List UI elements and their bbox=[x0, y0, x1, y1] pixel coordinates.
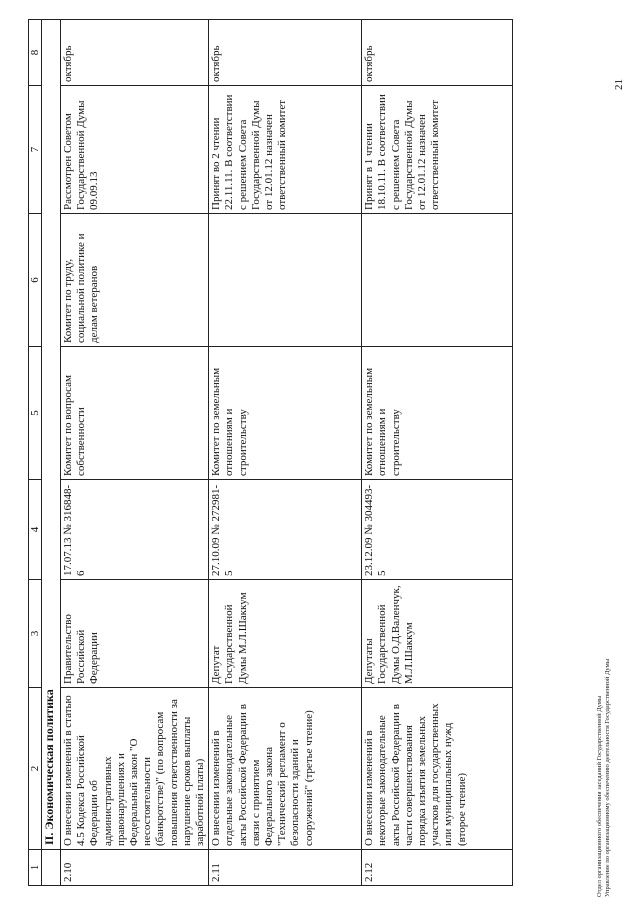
table-row bbox=[61, 20, 209, 886]
bill-date-number: 17.07.13 № 316848-6 bbox=[61, 480, 209, 580]
row-number: 2.11 bbox=[209, 850, 362, 886]
bill-title: О внесении изменений в некоторые законодательные акты Российской Федерации в части совершенствования порядка изъятия земельных участков для государственных или муниципальных нужд (второе чтение) bbox=[362, 688, 513, 850]
bill-initiator: Правительство Российской Федерации bbox=[61, 580, 209, 688]
table-row bbox=[362, 20, 513, 886]
bill-date-number: 27.10.09 № 272981-5 bbox=[209, 480, 362, 580]
footer-line: Управление по организационному обеспечению деятельности Государственной Думы bbox=[604, 658, 611, 897]
row-number: 2.10 bbox=[61, 850, 209, 886]
planned-month: октябрь bbox=[209, 20, 362, 86]
responsible-committee: Комитет по земельным отношениям и строительству bbox=[209, 347, 362, 480]
column-number: 4 bbox=[29, 480, 42, 580]
bill-status: Принят в 1 чтении 18.10.11. В соответствии с решением Совета Государственной Думы от 12.01.12 назначен ответственный комитет bbox=[362, 86, 513, 214]
table-row bbox=[209, 20, 362, 886]
co-committee bbox=[362, 214, 513, 347]
bill-status: Рассмотрен Советом Государственной Думы 09.09.13 bbox=[61, 86, 209, 214]
page-footer bbox=[596, 567, 612, 897]
bill-status: Принят во 2 чтении 22.11.11. В соответствии с решением Совета Государственной Думы от 12.01.12 назначен ответственный комитет bbox=[209, 86, 362, 214]
column-number: 2 bbox=[29, 688, 42, 850]
bill-title: О внесении изменений в статью 4.5 Кодекса Российской Федерации об административных правонарушениях и Федеральный закон "О несостоятельности (банкротстве)" (по вопросам повышения ответственности за нарушение сроков выплаты заработной платы) bbox=[61, 688, 209, 850]
column-number: 1 bbox=[29, 850, 42, 886]
responsible-committee: Комитет по земельным отношениям и строительству bbox=[362, 347, 513, 480]
section-number-cell bbox=[42, 850, 61, 886]
co-committee: Комитет по труду, социальной политике и делам ветеранов bbox=[61, 214, 209, 347]
bill-initiator: Депутат Государственной Думы М.Л.Шаккум bbox=[209, 580, 362, 688]
column-number: 3 bbox=[29, 580, 42, 688]
column-number: 8 bbox=[29, 20, 42, 86]
planned-month: октябрь bbox=[61, 20, 209, 86]
responsible-committee: Комитет по вопросам собственности bbox=[61, 347, 209, 480]
legislation-table bbox=[28, 19, 513, 886]
agenda-sheet bbox=[28, 20, 598, 886]
co-committee bbox=[209, 214, 362, 347]
bill-initiator: Депутаты Государственной Думы О.Д.Валенчук, М.Л.Шаккум bbox=[362, 580, 513, 688]
column-number: 5 bbox=[29, 347, 42, 480]
column-number: 6 bbox=[29, 214, 42, 347]
footer-line: Отдел организационного обеспечения заседаний Государственной Думы bbox=[596, 695, 603, 897]
column-number-row bbox=[29, 20, 42, 886]
planned-month: октябрь bbox=[362, 20, 513, 86]
section-header-row bbox=[42, 20, 61, 886]
bill-date-number: 23.12.09 № 304493-5 bbox=[362, 480, 513, 580]
section-title: II. Экономическая политика bbox=[42, 20, 61, 850]
column-number: 7 bbox=[29, 86, 42, 214]
page-number: 21 bbox=[613, 79, 625, 90]
row-number: 2.12 bbox=[362, 850, 513, 886]
bill-title: О внесении изменений в отдельные законодательные акты Российской Федерации в связи с принятием Федерального закона "Технический регламент о безопасности зданий и сооружений" (третье чтение) bbox=[209, 688, 362, 850]
